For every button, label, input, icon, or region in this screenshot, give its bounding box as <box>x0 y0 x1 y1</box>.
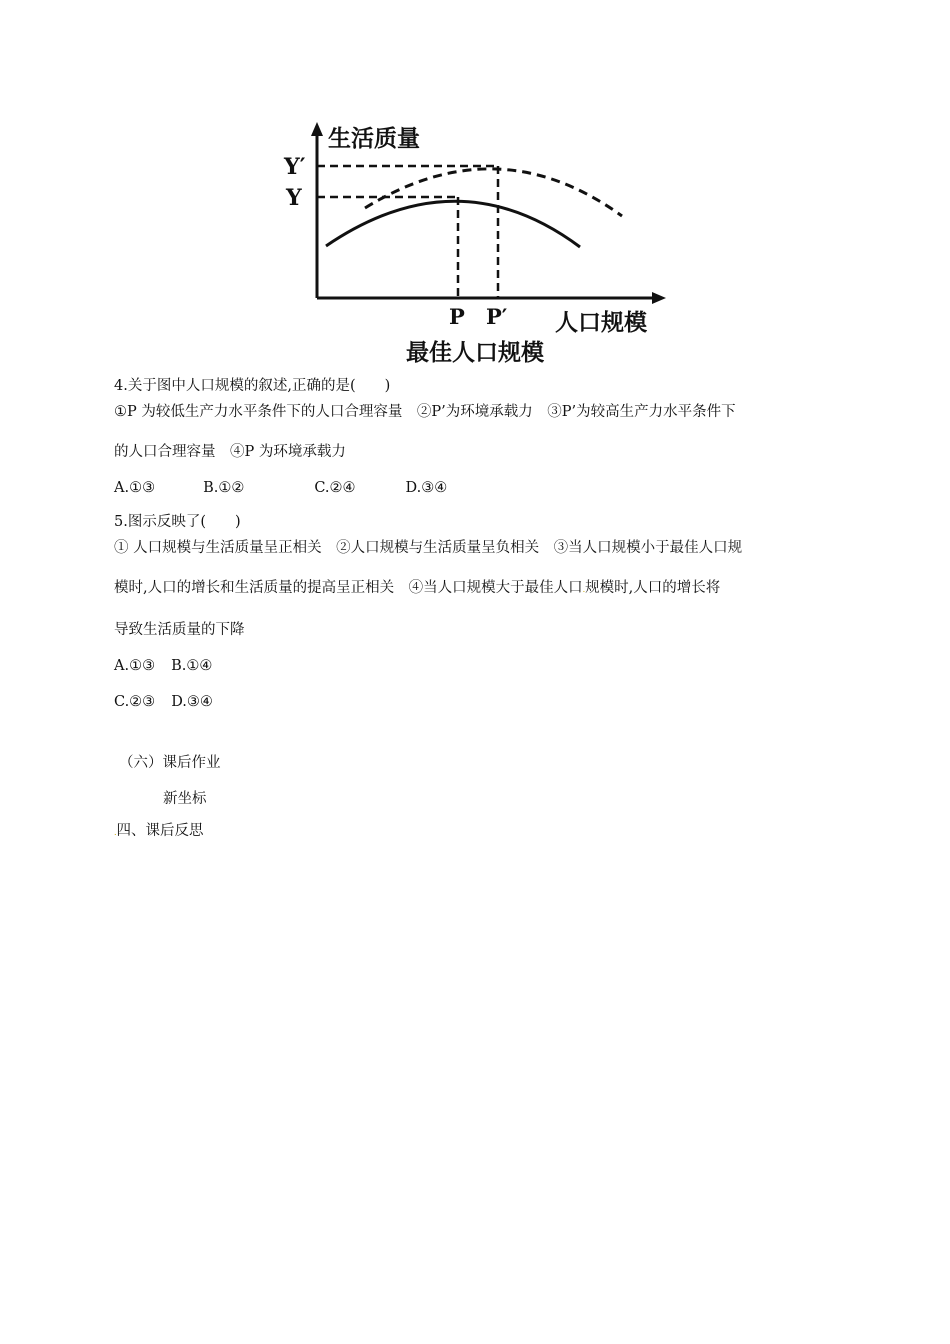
figure-svg <box>270 110 690 375</box>
x-axis-arrow <box>652 292 666 304</box>
figure-caption: 最佳人口规模 <box>406 339 544 366</box>
section6-heading: （六）课后作业 <box>119 755 221 771</box>
q4-choice-a: A.①③ <box>114 480 156 496</box>
x-axis-label: 人口规模 <box>555 309 647 336</box>
stray-mark-2: . <box>114 828 117 837</box>
q5-line2-part2: 规模时,人口的增长将 <box>585 580 721 596</box>
q5-line3: 导致生活质量的下降 <box>114 622 245 638</box>
q4-choice-d: D.③④ <box>405 480 448 496</box>
y-prime-tick: Y′ <box>284 154 306 180</box>
stray-mark: . <box>582 585 586 594</box>
q5-choice-b: B.①④ <box>171 658 213 674</box>
q4-choices <box>114 478 447 498</box>
p-tick: P <box>449 304 465 329</box>
q5-choices-row2 <box>114 692 213 712</box>
q4-options-line1: ①P 为较低生产力水平条件下的人口合理容量 ②P’为环境承载力 ③P’为较高生产力水平条件下 <box>114 404 736 420</box>
q4-choice-b: B.①② <box>203 480 245 496</box>
q5-choices-row1 <box>114 656 212 676</box>
section6-item: 新坐标 <box>163 791 207 807</box>
q4-stem: 4.关于图中人口规模的叙述,正确的是( ) <box>114 378 391 394</box>
q4-choice-c: C.②④ <box>314 480 356 496</box>
p-prime-tick: P′ <box>486 304 508 329</box>
section4-heading-text: 四、课后反思 <box>116 823 204 839</box>
q5-line2 <box>114 578 720 600</box>
population-quality-figure <box>270 110 690 375</box>
section4-heading <box>114 821 204 843</box>
y-tick: Y <box>286 185 302 211</box>
solid-curve <box>326 201 580 247</box>
q5-choice-a: A.①③ <box>114 658 156 674</box>
q5-line1: ① 人口规模与生活质量呈正相关 ②人口规模与生活质量呈负相关 ③当人口规模小于最佳人口规 <box>114 540 743 556</box>
q4-options-line2: 的人口合理容量 ④P 为环境承载力 <box>114 444 346 460</box>
y-axis-arrow <box>311 122 323 136</box>
q5-stem: 5.图示反映了( ) <box>114 514 241 530</box>
q5-line2-part1: 模时,人口的增长和生活质量的提高呈正相关 ④当人口规模大于最佳人口 <box>114 580 583 596</box>
y-axis-label: 生活质量 <box>328 125 420 152</box>
q5-choice-c: C.②③ <box>114 694 156 710</box>
q5-choice-d: D.③④ <box>171 694 213 710</box>
